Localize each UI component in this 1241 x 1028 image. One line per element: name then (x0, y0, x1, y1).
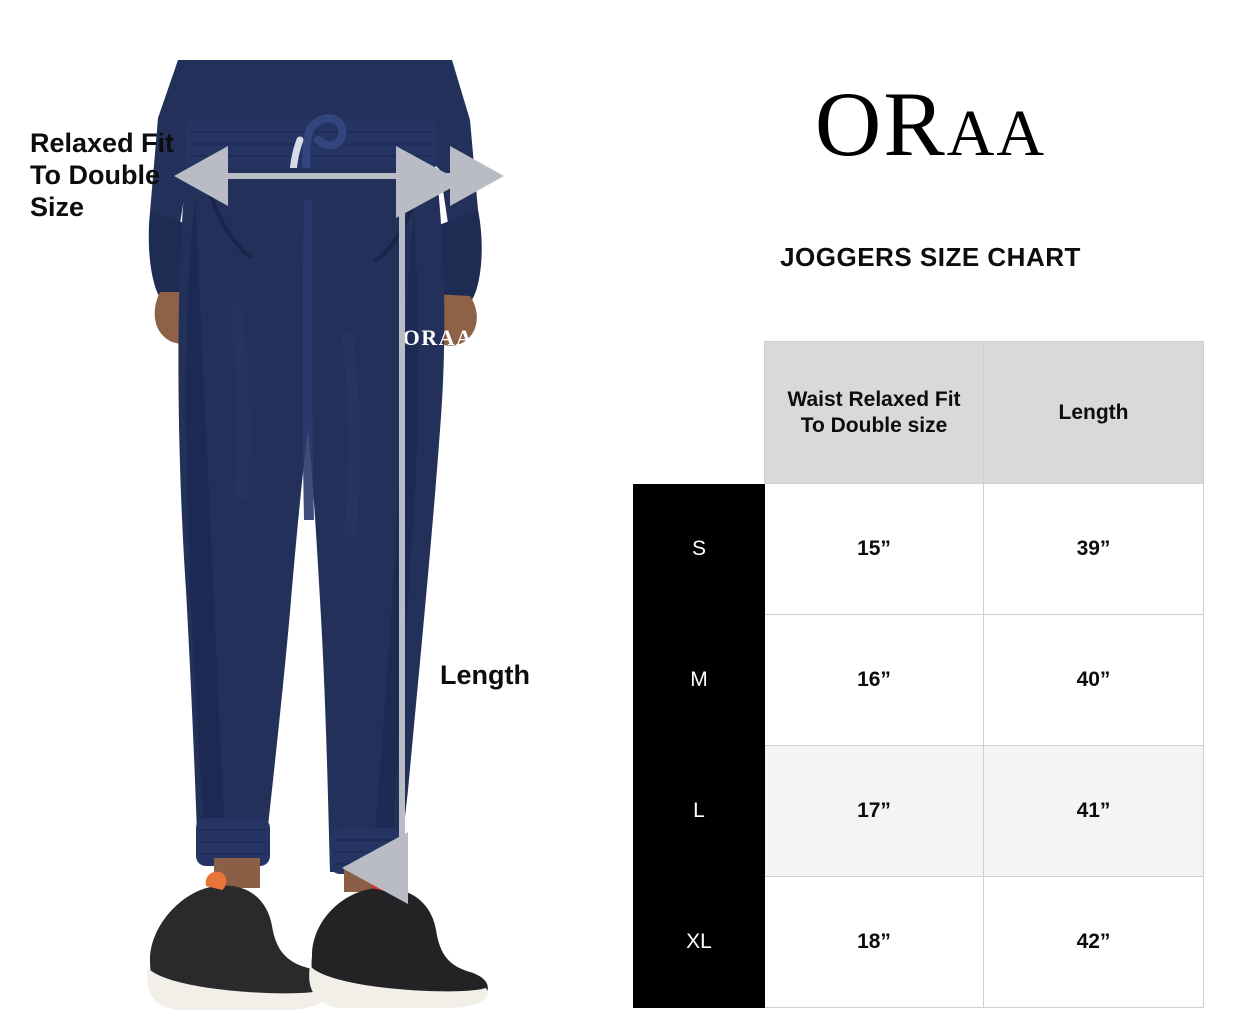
brand-logo (620, 73, 1241, 175)
table-header-waist: Waist Relaxed Fit To Double size (765, 342, 984, 484)
length-value-m: 40” (984, 615, 1204, 746)
waist-value-l: 17” (765, 746, 984, 877)
size-label-xl: XL (634, 877, 765, 1008)
length-value-xl: 42” (984, 877, 1204, 1008)
table-header-length: Length (984, 342, 1204, 484)
waist-value-xl: 18” (765, 877, 984, 1008)
size-label-m: M (634, 615, 765, 746)
waist-value-m: 16” (765, 615, 984, 746)
table-row (634, 877, 1204, 1008)
waist-annotation-label: Relaxed Fit To Double Size (30, 128, 175, 222)
table-row (634, 746, 1204, 877)
chart-title: JOGGERS SIZE CHART (780, 242, 1081, 272)
brand-logo-part2: AA (946, 97, 1047, 170)
table-row (634, 484, 1204, 615)
table-header-corner (634, 342, 765, 484)
brand-logo-part1: OR (814, 73, 947, 175)
size-chart-panel (620, 0, 1241, 1028)
table-header-row (634, 342, 1204, 484)
size-label-l: L (634, 746, 765, 877)
length-annotation-label: Length (440, 660, 530, 690)
garment-logo-print: ORAA (402, 325, 474, 350)
table-row (634, 615, 1204, 746)
length-value-l: 41” (984, 746, 1204, 877)
waist-value-s: 15” (765, 484, 984, 615)
size-label-s: S (634, 484, 765, 615)
length-value-s: 39” (984, 484, 1204, 615)
size-chart-table (633, 341, 1204, 1008)
product-image-panel (0, 0, 620, 1028)
